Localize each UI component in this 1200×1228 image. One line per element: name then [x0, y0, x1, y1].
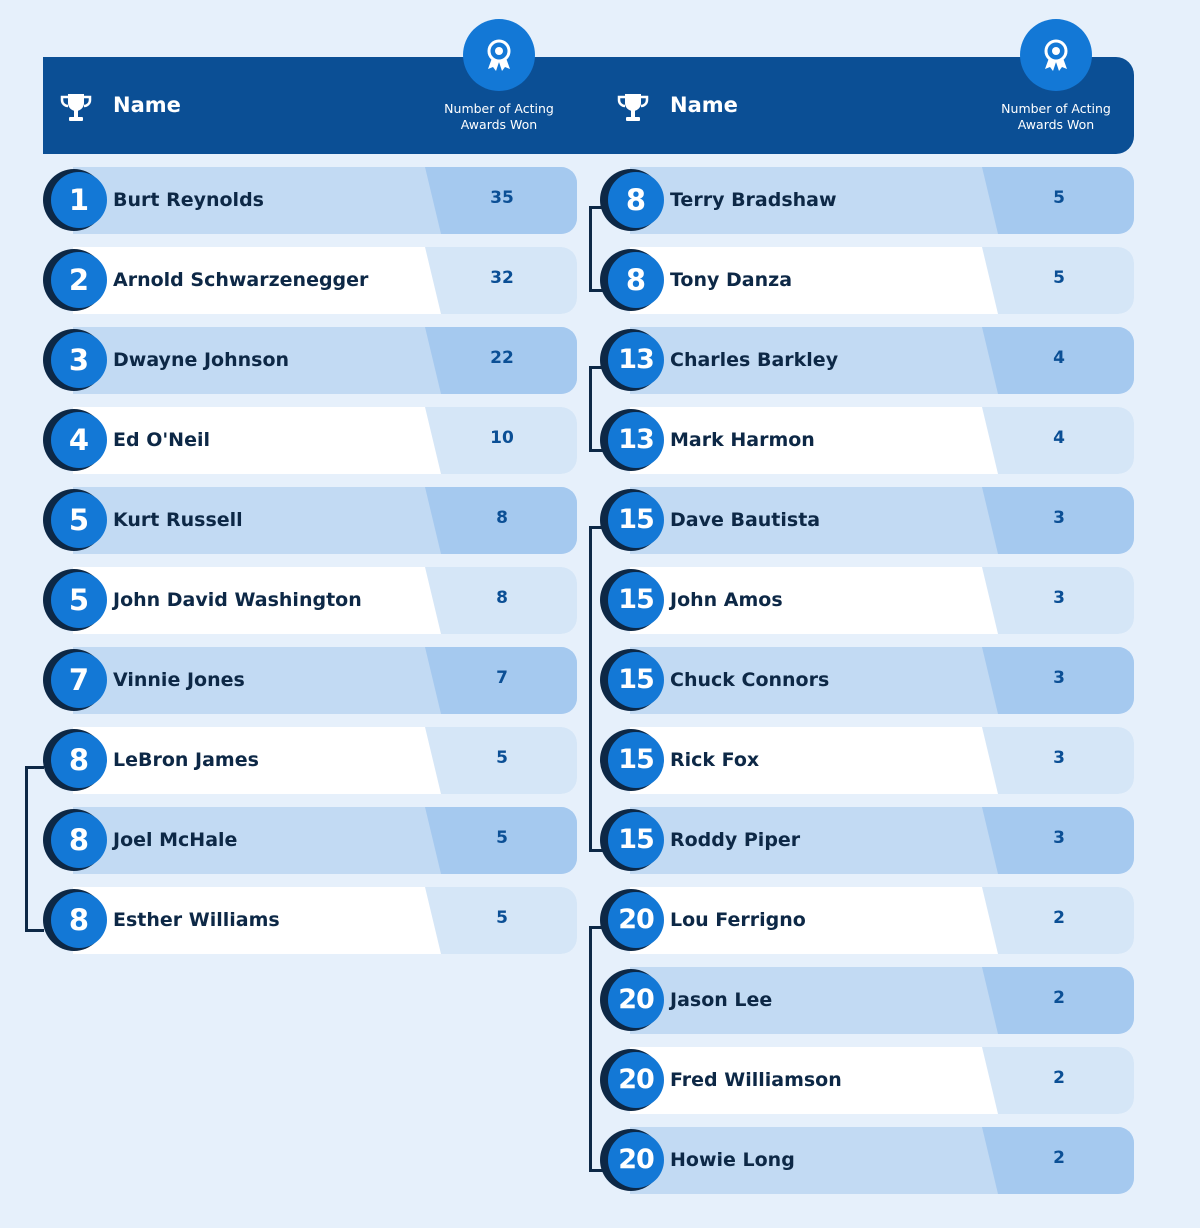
- tie-bracket: [589, 206, 608, 292]
- rank-number: 13: [618, 344, 654, 375]
- header-awards-label-line2: Awards Won: [1017, 117, 1095, 132]
- awards-count: 7: [496, 668, 508, 688]
- list-item: [630, 647, 1134, 714]
- person-name: John Amos: [670, 589, 783, 611]
- person-name: Roddy Piper: [670, 829, 801, 851]
- rank-badge: [600, 729, 662, 791]
- trophy-icon: [59, 91, 93, 125]
- award-ribbon-icon: [1038, 37, 1074, 73]
- header-awards-label-line2: Awards Won: [460, 117, 538, 132]
- person-name: Jason Lee: [670, 989, 773, 1011]
- rank-number: 5: [68, 503, 90, 537]
- list-item: [73, 167, 577, 234]
- person-name: Dave Bautista: [670, 509, 821, 531]
- award-badge: [463, 19, 535, 91]
- list-item: [73, 407, 577, 474]
- rank-badge: [43, 409, 105, 471]
- person-name: Ed O'Neil: [113, 429, 210, 451]
- rank-number: 5: [68, 583, 90, 617]
- award-ribbon-icon: [481, 37, 517, 73]
- rank-badge: [600, 329, 662, 391]
- person-name: John David Washington: [113, 589, 362, 611]
- rank-badge: [600, 169, 662, 231]
- list-item: [630, 1047, 1134, 1114]
- rank-badge: [600, 969, 662, 1031]
- list-item: [630, 727, 1134, 794]
- list-item: [630, 807, 1134, 874]
- list-item: [630, 327, 1134, 394]
- rank-number: 8: [68, 823, 90, 857]
- rank-number: 1: [68, 183, 90, 217]
- rank-number: 15: [618, 584, 654, 615]
- awards-count: 8: [496, 588, 508, 608]
- rank-badge: [43, 569, 105, 631]
- awards-count: 3: [1053, 588, 1065, 608]
- header-awards-label-line1: Number of Acting: [444, 101, 554, 116]
- person-name: Dwayne Johnson: [113, 349, 290, 371]
- rank-number: 4: [68, 423, 90, 457]
- rank-badge: [600, 249, 662, 311]
- rank-number: 20: [618, 904, 654, 935]
- awards-count: 5: [496, 908, 508, 928]
- header-awards-label: [985, 101, 1127, 133]
- rank-number: 20: [618, 1064, 654, 1095]
- list-item: [73, 567, 577, 634]
- awards-count: 2: [1053, 908, 1065, 928]
- person-name: Fred Williamson: [670, 1069, 842, 1091]
- person-name: Vinnie Jones: [113, 669, 245, 691]
- header-awards-label-line1: Number of Acting: [1001, 101, 1111, 116]
- rank-badge: [600, 1049, 662, 1111]
- rank-number: 2: [68, 263, 90, 297]
- awards-count: 10: [490, 428, 514, 448]
- person-name: Terry Bradshaw: [670, 189, 837, 211]
- person-name: Charles Barkley: [670, 349, 839, 371]
- awards-count: 2: [1053, 1068, 1065, 1088]
- awards-count: 5: [496, 748, 508, 768]
- awards-count: 4: [1053, 428, 1065, 448]
- rank-number: 7: [68, 663, 90, 697]
- rank-badge: [43, 249, 105, 311]
- awards-count: 2: [1053, 1148, 1065, 1168]
- rank-badge: [43, 809, 105, 871]
- person-name: Lou Ferrigno: [670, 909, 806, 931]
- person-name: Howie Long: [670, 1149, 795, 1171]
- header-awards-label: [428, 101, 570, 133]
- rank-badge: [600, 569, 662, 631]
- awards-count: 5: [1053, 268, 1065, 288]
- awards-count: 4: [1053, 348, 1065, 368]
- list-item: [73, 727, 577, 794]
- tie-bracket: [25, 766, 44, 932]
- header-column-right: [600, 57, 1140, 154]
- person-name: Esther Williams: [113, 909, 280, 931]
- list-item: [73, 247, 577, 314]
- awards-count: 3: [1053, 668, 1065, 688]
- list-item: [630, 967, 1134, 1034]
- list-item: [73, 807, 577, 874]
- header-name-label: Name: [113, 93, 181, 117]
- person-name: Joel McHale: [113, 829, 238, 851]
- person-name: Arnold Schwarzenegger: [113, 269, 369, 291]
- rank-badge: [600, 889, 662, 951]
- tie-bracket: [589, 526, 608, 852]
- table-header: [43, 57, 1134, 154]
- awards-count: 5: [1053, 188, 1065, 208]
- awards-count: 3: [1053, 828, 1065, 848]
- rank-number: 8: [625, 263, 647, 297]
- header-name-label: Name: [670, 93, 738, 117]
- person-name: Rick Fox: [670, 749, 760, 771]
- awards-count: 35: [490, 188, 514, 208]
- award-badge: [1020, 19, 1092, 91]
- awards-count: 5: [496, 828, 508, 848]
- person-name: Kurt Russell: [113, 509, 243, 531]
- person-name: Mark Harmon: [670, 429, 815, 451]
- awards-count: 32: [490, 268, 514, 288]
- rank-badge: [600, 809, 662, 871]
- header-column-left: [43, 57, 583, 154]
- awards-count: 3: [1053, 508, 1065, 528]
- list-item: [630, 887, 1134, 954]
- rank-number: 20: [618, 1144, 654, 1175]
- person-name: Chuck Connors: [670, 669, 830, 691]
- awards-count: 22: [490, 348, 514, 368]
- rank-badge: [600, 1129, 662, 1191]
- list-item: [630, 1127, 1134, 1194]
- tie-bracket: [589, 366, 608, 452]
- tie-bracket: [589, 926, 608, 1172]
- list-item: [630, 487, 1134, 554]
- rank-badge: [43, 329, 105, 391]
- rank-badge: [600, 409, 662, 471]
- list-item: [630, 407, 1134, 474]
- person-name: Burt Reynolds: [113, 189, 264, 211]
- person-name: LeBron James: [113, 749, 259, 771]
- list-item: [630, 167, 1134, 234]
- rank-number: 8: [68, 903, 90, 937]
- list-item: [630, 567, 1134, 634]
- list-item: [73, 887, 577, 954]
- rank-number: 20: [618, 984, 654, 1015]
- person-name: Tony Danza: [670, 269, 793, 291]
- rank-badge: [43, 649, 105, 711]
- rank-badge: [600, 649, 662, 711]
- rank-number: 8: [625, 183, 647, 217]
- trophy-icon: [616, 91, 650, 125]
- rank-number: 15: [618, 744, 654, 775]
- awards-count: 2: [1053, 988, 1065, 1008]
- rank-number: 13: [618, 424, 654, 455]
- rank-number: 8: [68, 743, 90, 777]
- rank-badge: [600, 489, 662, 551]
- rank-number: 15: [618, 504, 654, 535]
- rank-badge: [43, 889, 105, 951]
- list-item: [73, 327, 577, 394]
- awards-count: 3: [1053, 748, 1065, 768]
- rank-badge: [43, 489, 105, 551]
- rank-badge: [43, 729, 105, 791]
- list-item: [73, 647, 577, 714]
- rank-badge: [43, 169, 105, 231]
- list-item: [630, 247, 1134, 314]
- list-item: [73, 487, 577, 554]
- rank-number: 3: [68, 343, 90, 377]
- rank-number: 15: [618, 664, 654, 695]
- awards-count: 8: [496, 508, 508, 528]
- rank-number: 15: [618, 824, 654, 855]
